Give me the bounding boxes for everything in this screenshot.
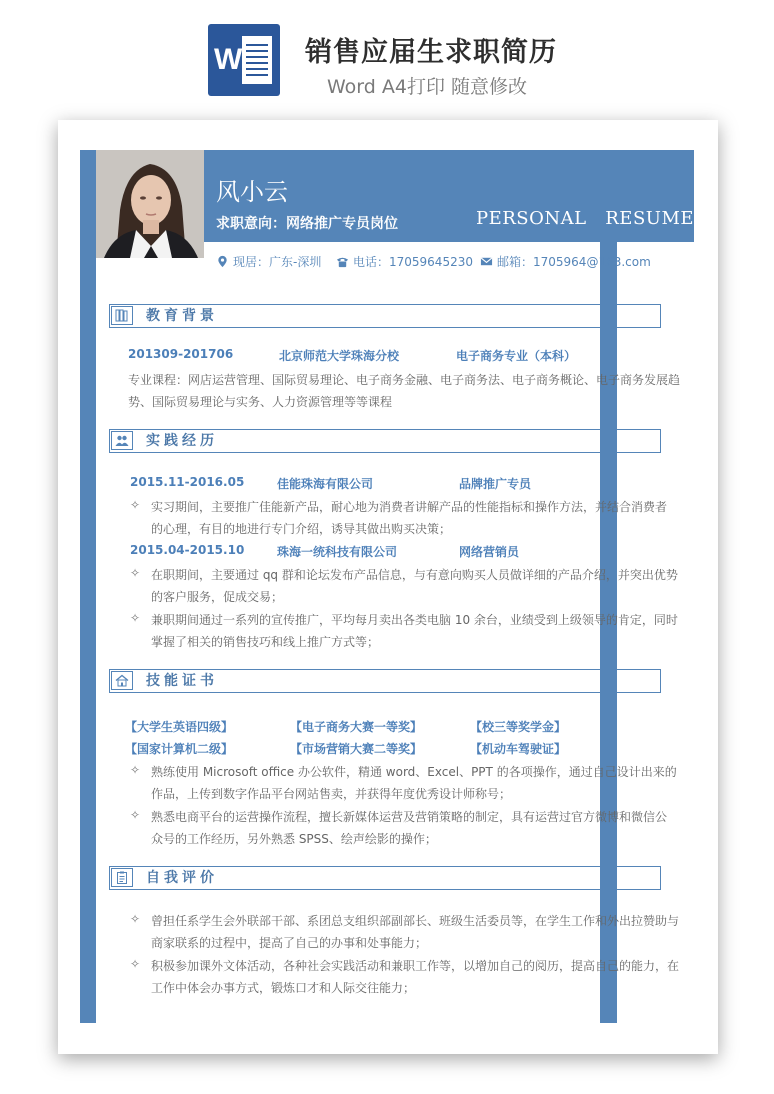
job2-bullet1-line2: 的客户服务，促成交易； xyxy=(151,590,284,604)
job2-role: 网络营销员 xyxy=(459,545,520,559)
job2-bullet2-line2: 掌握了相关的销售技巧和线上推广方式等； xyxy=(151,635,380,649)
job-intent: 求职意向：网络推广专员岗位 xyxy=(216,216,398,232)
bullet-icon: ✧ xyxy=(130,611,141,625)
section-education-title: 教育背景 xyxy=(146,308,218,324)
job1-date: 2015.11-2016.05 xyxy=(130,475,245,489)
clipboard-icon xyxy=(111,868,133,887)
contact-location xyxy=(216,253,321,270)
email-icon xyxy=(480,255,493,268)
section-practice-header xyxy=(109,429,661,453)
job1-role: 品牌推广专员 xyxy=(459,477,532,491)
house-icon xyxy=(111,671,133,690)
phone-text: 电话：17059645230 xyxy=(353,255,473,269)
job2-date: 2015.04-2015.10 xyxy=(130,543,245,557)
word-logo-letter: W xyxy=(214,43,243,76)
cert-item: 【大学生英语四级】 xyxy=(125,720,234,734)
bullet-icon: ✧ xyxy=(130,498,141,512)
job1-company: 佳能珠海有限公司 xyxy=(277,477,374,491)
cert-item: 【电子商务大赛一等奖】 xyxy=(290,720,423,734)
bullet-icon: ✧ xyxy=(130,566,141,580)
job2-company: 珠海一统科技有限公司 xyxy=(277,545,398,559)
job2-bullet1-line1: 在职期间，主要通过 qq 群和论坛发布产品信息，与有意向购买人员做详细的产品介绍，并突出优势 xyxy=(151,568,678,582)
skills-bullet2-line2: 众号的工作经历，另外熟悉 SPSS、绘声绘影的操作； xyxy=(151,832,437,846)
education-school: 北京师范大学珠海分校 xyxy=(279,349,400,363)
frame-right-bar xyxy=(600,242,617,1023)
bullet-icon: ✧ xyxy=(130,957,141,971)
cert-item: 【国家计算机二级】 xyxy=(125,742,234,756)
skills-bullet1-line1: 熟练使用 Microsoft office 办公软件，精通 word、Excel、PPT 的各项操作，通过自己设计出来的 xyxy=(151,765,677,779)
education-courses-line1: 专业课程：网店运营管理、国际贸易理论、电子商务金融、电子商务法、电子商务概论、电子商务发展趋 xyxy=(128,373,681,387)
bullet-icon: ✧ xyxy=(130,912,141,926)
candidate-name: 风小云 xyxy=(216,178,288,206)
phone-icon xyxy=(336,255,349,268)
skills-bullet1-line2: 作品，上传到数字作品平台网站售卖，并获得年度优秀设计师称号； xyxy=(151,787,512,801)
education-major: 电子商务专业（本科） xyxy=(456,349,577,363)
profile-photo xyxy=(96,150,204,258)
location-text: 现居：广东-深圳 xyxy=(233,255,322,269)
email-text: 邮箱：1705964@163.com xyxy=(497,255,651,269)
section-self-header xyxy=(109,866,661,890)
cert-item: 【市场营销大赛二等奖】 xyxy=(290,742,423,756)
page-subtitle: Word A4打印 随意修改 xyxy=(327,76,528,98)
section-practice-title: 实践经历 xyxy=(146,433,218,449)
word-logo-icon xyxy=(208,24,280,96)
section-skills-header xyxy=(109,669,661,693)
contact-phone xyxy=(336,253,473,270)
section-skills-title: 技能证书 xyxy=(146,673,218,689)
self-bullet2-line1: 积极参加课外文体活动，各种社会实践活动和兼职工作等，以增加自己的阅历，提高自己的能力，在 xyxy=(151,959,680,973)
skills-bullet2-line1: 熟悉电商平台的运营操作流程，擅长新媒体运营及营销策略的制定，具有运营过官方微博和微信公 xyxy=(151,810,668,824)
job1-bullet1-line1: 实习期间，主要推广佳能新产品，耐心地为消费者讲解产品的性能指标和操作方法，并结合消费者 xyxy=(151,500,668,514)
bullet-icon: ✧ xyxy=(130,808,141,822)
people-icon xyxy=(111,431,133,450)
book-icon xyxy=(111,306,133,325)
bullet-icon: ✧ xyxy=(130,763,141,777)
self-bullet1-line1: 曾担任系学生会外联部干部、系团总支组织部副部长、班级生活委员等，在学生工作和外出拉赞助与 xyxy=(151,914,680,928)
cert-item: 【机动车驾驶证】 xyxy=(470,742,567,756)
frame-left-bar xyxy=(80,150,96,1023)
job2-bullet2-line1: 兼职期间通过一系列的宣传推广，平均每月卖出各类电脑 10 余台，业绩受到上级领导的肯定，同时 xyxy=(151,613,678,627)
self-bullet1-line2: 商家联系的过程中，提高了自己的办事和处事能力； xyxy=(151,936,428,950)
location-pin-icon xyxy=(216,255,229,268)
page-title: 销售应届生求职简历 xyxy=(305,37,557,68)
education-courses-line2: 势、国际贸易理论与实务、人力资源管理等等课程 xyxy=(128,395,393,409)
self-bullet2-line2: 工作中体会办事方式，锻炼口才和人际交往能力； xyxy=(151,981,416,995)
cert-item: 【校三等奖学金】 xyxy=(470,720,567,734)
education-date: 201309-201706 xyxy=(128,347,234,361)
section-self-title: 自我评价 xyxy=(146,870,218,886)
job1-bullet1-line2: 的心理，有目的地进行专门介绍，诱导其做出购买决策； xyxy=(151,522,452,536)
contact-email xyxy=(480,253,651,270)
personal-resume-label: PERSONAL RESUME xyxy=(476,208,695,229)
section-education-header xyxy=(109,304,661,328)
